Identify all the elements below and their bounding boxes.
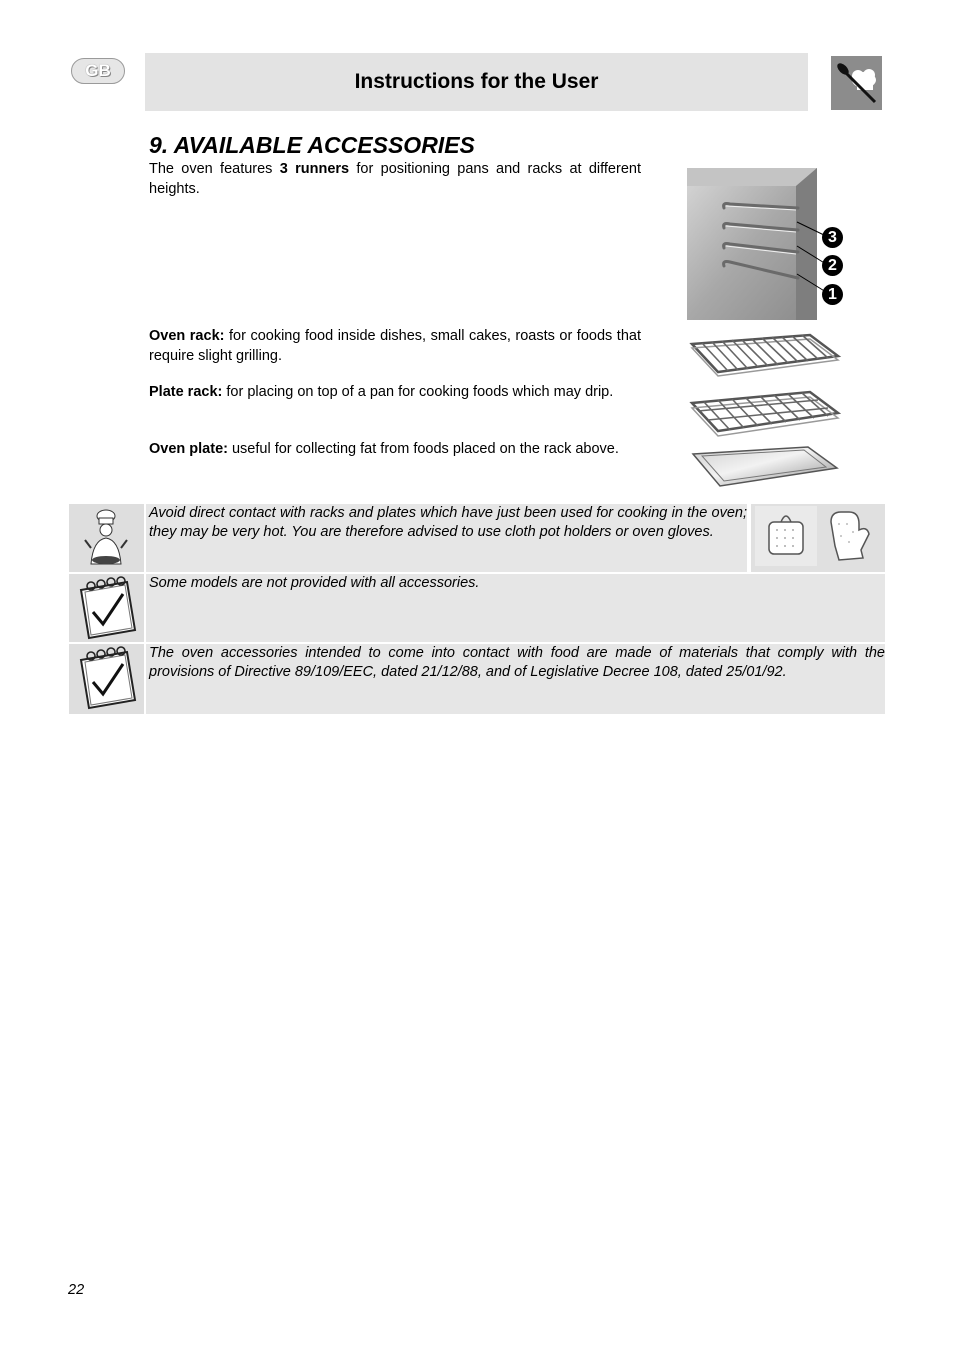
note-directive: [69, 644, 885, 714]
oven-plate-illustration: [690, 444, 840, 490]
note-text: The oven accessories intended to come into contact with food are made of materials that comply with the provisions of Directive 89/109/EEC, dated 21/12/88, and of Legislative Decree 108, dated 25/01/92.: [149, 645, 885, 680]
intro-text-after: for positioning pans and racks at different heights.: [149, 161, 641, 197]
oven-rack-desc: for cooking food inside dishes, small cakes, roasts or foods that require slight grilling.: [149, 328, 641, 364]
note-text-cell: [146, 574, 885, 642]
page-number: 22: [68, 1282, 85, 1298]
runner-label-2: 2: [822, 255, 843, 276]
intro-paragraph: [149, 160, 641, 199]
page-title: Instructions for the User: [354, 70, 599, 93]
oven-runners-illustration: [686, 166, 846, 322]
note-text: Avoid direct contact with racks and plates which have just been used for cooking in the oven; they may be very hot. You are therefore advised to use cloth pot holders or oven gloves.: [149, 505, 747, 540]
chef-warning-icon: [69, 504, 144, 572]
oven-rack-illustration: [688, 332, 842, 378]
oven-rack-paragraph: [149, 327, 641, 366]
oven-plate-paragraph: [149, 440, 641, 460]
notepad-check-icon: [69, 644, 144, 714]
note-text-cell: [146, 644, 885, 714]
note-hot-accessories: [69, 504, 885, 572]
language-badge: GB: [71, 58, 125, 84]
gloves-cell: [751, 504, 885, 572]
notepad-check-icon: [69, 574, 144, 642]
note-text-cell: [146, 504, 747, 572]
oven-plate-term: Oven plate:: [149, 441, 228, 457]
plate-rack-paragraph: [149, 383, 641, 403]
oven-glove-icon: [819, 506, 881, 566]
oven-plate-desc: useful for collecting fat from foods placed on the rack above.: [227, 441, 619, 457]
intro-text-before: The oven features: [149, 161, 280, 177]
pot-holder-icon: [755, 506, 817, 566]
header-bar: [145, 53, 808, 111]
runner-label-1: 1: [822, 284, 843, 305]
runner-label-3: 3: [822, 227, 843, 248]
intro-text-bold: 3 runners: [279, 161, 350, 177]
section-title: 9. AVAILABLE ACCESSORIES: [149, 132, 475, 158]
note-models: [69, 574, 885, 642]
plate-rack-illustration: [688, 389, 842, 437]
plate-rack-term: Plate rack:: [149, 384, 223, 400]
chef-hat-spoon-icon: [831, 56, 882, 110]
plate-rack-desc: for placing on top of a pan for cooking foods which may drip.: [222, 384, 614, 400]
oven-rack-term: Oven rack:: [149, 328, 225, 344]
note-text: Some models are not provided with all accessories.: [149, 575, 480, 591]
